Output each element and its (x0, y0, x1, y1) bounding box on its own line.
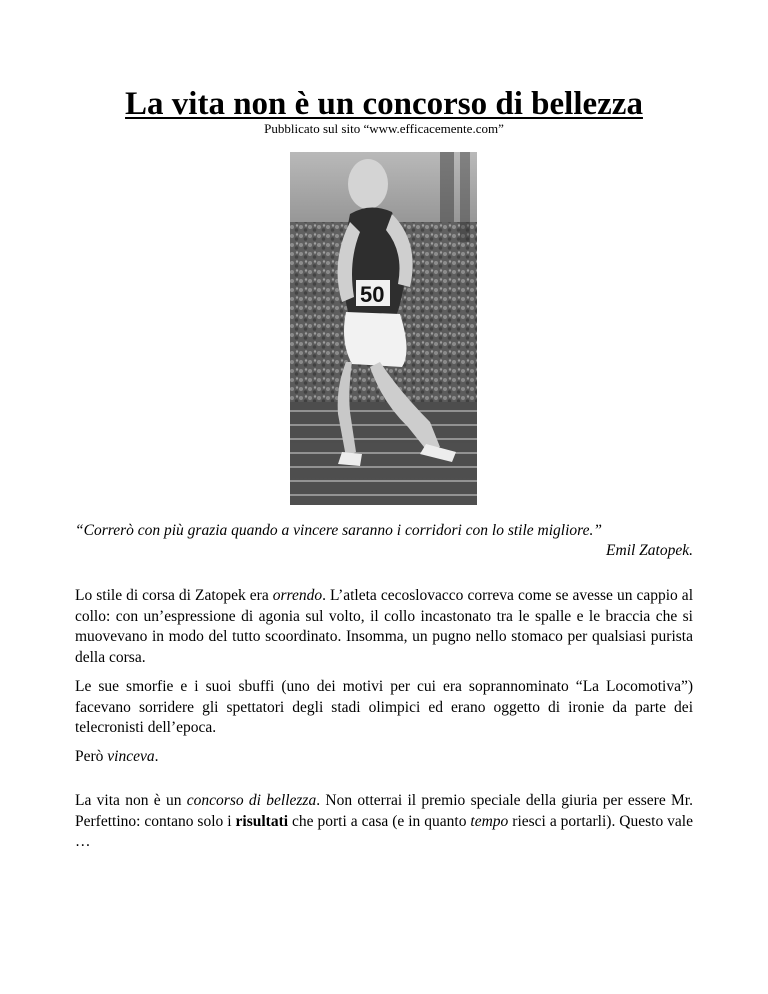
paragraph-4 (75, 791, 693, 853)
quote-author: Emil Zatopek. (606, 542, 693, 559)
document-subtitle: Pubblicato sul sito “www.efficacemente.com” (264, 121, 504, 136)
paragraph-1-emphasis: orrendo (272, 587, 323, 604)
paragraph-4-emphasis-b: tempo (470, 812, 509, 830)
paragraph-3 (75, 747, 693, 768)
quote-text: “Correrò con più grazia quando a vincere saranno i corridori con lo stile migliore.” (75, 522, 602, 539)
paragraph-4-text-d: riesci a portarli). Questo vale … (75, 812, 693, 850)
paragraph-4-emphasis-a: concorso di bellezza (186, 792, 317, 809)
paragraph-1-text-a: Lo stile di corsa di Zatopek era (75, 587, 273, 604)
paragraph-4-strong: risultati (235, 812, 289, 830)
paragraph-3-text-b: . (154, 748, 159, 765)
paragraph-4-text-a: La vita non è un (75, 792, 187, 809)
runner-photo (290, 152, 477, 505)
paragraph-4-text-b: . Non otterrai il premio speciale della giuria per essere Mr. Perfettino: contano solo i (75, 792, 693, 830)
bib-number: 50 (360, 282, 385, 307)
paragraph-3-emphasis: vinceva (107, 748, 155, 765)
paragraph-3-text-a: Però (75, 748, 108, 765)
paragraph-1 (75, 586, 693, 668)
paragraph-4-text-c: che porti a casa (e in quanto (288, 812, 471, 830)
paragraph-2-text: Le sue smorfie e i suoi sbuffi (uno dei motivi per cui era soprannominato “La Locomotiva”) facevano sorridere gli spettatori degli stadi olimpici ed erano oggetto di ironie da parte dei telecronisti dell’epoca. (75, 678, 693, 736)
paragraph-2 (75, 677, 693, 739)
paragraph-1-text-b: . L’atleta cecoslovacco correva come se avesse un cappio al collo: con un’espressione di agonia sul volto, il collo incastonato tra le spalle e le braccia che si muovevano in modo del tutto scoordinato. Insomma, un pugno nello stomaco per qualsiasi purista della corsa. (75, 587, 693, 666)
document-title: La vita non è un concorso di bellezza (125, 86, 643, 122)
